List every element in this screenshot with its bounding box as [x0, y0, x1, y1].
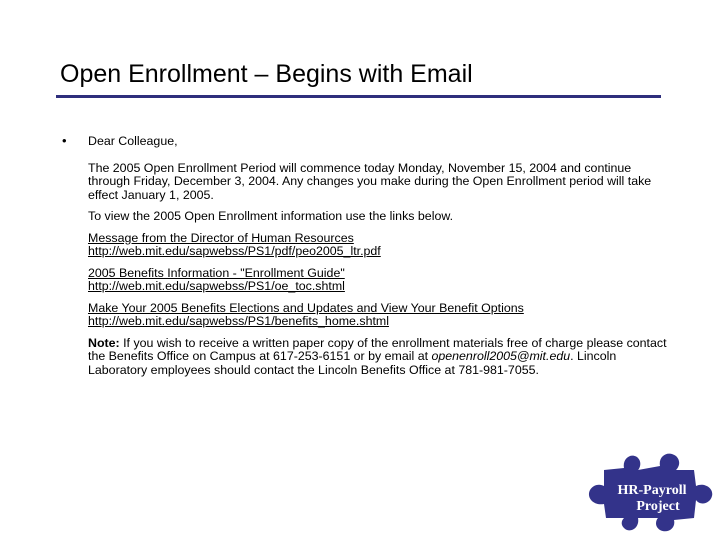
director-message-url[interactable]: http://web.mit.edu/sapwebss/PS1/pdf/peo2005_ltr.pdf — [88, 244, 381, 258]
link-block-elections — [88, 302, 668, 329]
link-block-guide — [88, 267, 668, 294]
slide-title: Open Enrollment – Begins with Email — [60, 60, 473, 88]
note-text-2: . Lincoln Laboratory employees should contact the Lincoln Benefits Office at 781-981-7055. — [88, 349, 617, 377]
links-intro: To view the 2005 Open Enrollment information use the links below. — [88, 209, 454, 223]
bullet-icon: • — [62, 133, 67, 148]
logo-line-1: HR-Payroll — [617, 483, 687, 498]
title-underline — [56, 95, 661, 98]
note-text-1: If you wish to receive a written paper copy of the enrollment materials free of charge please contact the Benefits Office on Campus at 617-253-6151 or by email at — [88, 335, 667, 363]
email-body — [88, 135, 668, 385]
elections-url[interactable]: http://web.mit.edu/sapwebss/PS1/benefits_home.shtml — [88, 314, 389, 328]
note-email: openenroll2005@mit.edu — [431, 349, 571, 363]
link-block-director — [88, 232, 668, 259]
director-message-link[interactable]: Message from the Director of Human Resources — [88, 230, 354, 245]
note-label: Note: — [88, 335, 120, 350]
hr-payroll-project-logo — [582, 448, 716, 536]
intro-paragraph: The 2005 Open Enrollment Period will commence today Monday, November 15, 2004 and continue through Friday, December 3, 2004. Any changes you make during the Open Enrollment period will take effect January 1, 2005. — [88, 160, 652, 202]
logo-line-2: Project — [636, 499, 680, 514]
elections-link[interactable]: Make Your 2005 Benefits Elections and Updates and View Your Benefit Options — [88, 300, 524, 315]
enrollment-guide-link[interactable]: 2005 Benefits Information - "Enrollment Guide" — [88, 265, 345, 280]
enrollment-guide-url[interactable]: http://web.mit.edu/sapwebss/PS1/oe_toc.shtml — [88, 279, 345, 293]
note-paragraph — [88, 337, 668, 378]
greeting: Dear Colleague, — [88, 134, 178, 148]
